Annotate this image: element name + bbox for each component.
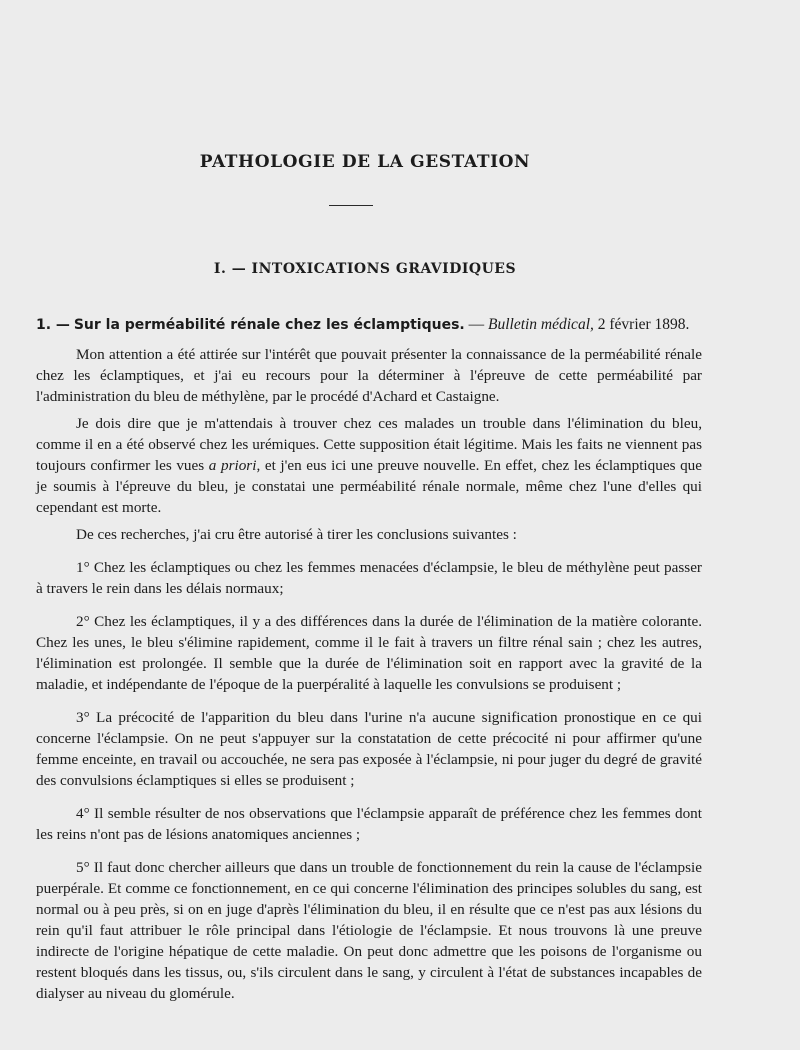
paragraph-expectation-part-a: Je dois dire que je m'attendais à trouver chez ces malades un trouble dans l'élimination du bleu, comme il en a été observé chez les urémiques. Cette supposition était légitime. Mais les faits ne viennent pas toujours confirmer les vues [36, 415, 702, 474]
conclusion-1: 1° Chez les éclamptiques ou chez les femmes menacées d'éclampsie, le bleu de méthylène peut passer à travers le rein dans les délais normaux; [36, 559, 702, 597]
entry-source: Bulletin médical, [487, 316, 594, 333]
paragraph-expectation-emphasis: a priori [208, 457, 257, 474]
paragraph-expectation [36, 413, 702, 518]
entry-date: 2 février 1898. [593, 316, 690, 333]
conclusion-2: 2° Chez les éclamptiques, il y a des différences dans la durée de l'élimination de la matière colorante. Chez les unes, le bleu s'élimine rapidement, comme il le fait à travers un filtre rénal sain ; chez les autres, l'élimination est prolongée. Il semble que la durée de l'élimination soit en rapport avec la gravité de la maladie, et indépendante de l'époque de la puerpéralité à laquelle les convulsions se produisent ; [36, 613, 702, 693]
section-heading: I. — INTOXICATIONS GRAVIDIQUES [213, 261, 517, 277]
conclusion-4: 4° Il semble résulter de nos observations que l'éclampsie apparaît de préférence chez les femmes dont les reins n'ont pas de lésions anatomiques anciennes ; [36, 805, 702, 843]
entry-title: Sur la perméabilité rénale chez les éclamptiques. [73, 317, 465, 333]
conclusion-5: 5° Il faut donc chercher ailleurs que dans un trouble de fonctionnement du rein la cause de l'éclampsie puerpérale. Et comme ce fonctionnement, en ce qui concerne l'élimination des principes solubles du sang, est normal ou à peu près, si on en juge d'après l'élimination du bleu, il en résulte que ce n'est pas aux lésions du rein qu'il faut attribuer le rôle principal dans l'étiologie de l'éclampsie. Et nous trouvons là une preuve indirecte de l'origine hépatique de cette maladie. On peut donc admettre que les poisons de l'organisme ou restent bloqués dans les tissus, ou, s'ils circulent dans le sang, y circulent à l'état de substances incapables de dialyser au niveau du glomérule. [36, 859, 702, 1002]
entry-dash: — [464, 316, 488, 333]
paragraph-conclusions-intro: De ces recherches, j'ai cru être autorisé à tirer les conclusions suivantes : [76, 526, 517, 543]
entry-number: 1. — [36, 317, 70, 333]
conclusion-3: 3° La précocité de l'apparition du bleu dans l'urine n'a aucune signification pronostique en ce qui concerne l'éclampsie. On ne peut s'appuyer sur la constatation de cette précocité ni pour affirmer qu'une femme enceinte, en travail ou accouchée, ne sera pas exposée à l'éclampsie, ni pour juger du degré de gravité des convulsions éclamptiques si elles se produisent ; [36, 709, 702, 789]
body-text [36, 344, 702, 1010]
entry-heading [36, 316, 716, 334]
paragraph-expectation-part-b: , et j'en eus ici une preuve nouvelle. En effet, chez les éclamptiques que je soumis à l'épreuve du bleu, je constatai une perméabilité rénale normale, même chez l'une d'elles qui cependant est morte. [36, 457, 703, 516]
paragraph-intro: Mon attention a été attirée sur l'intérêt que pouvait présenter la connaissance de la perméabilité rénale chez les éclamptiques, et j'ai eu recours pour la déterminer à l'épreuve de cette perméabilité par l'administration du bleu de méthylène, par le procédé d'Achard et Castaigne. [36, 346, 702, 405]
title-divider [329, 205, 373, 206]
page-title: PATHOLOGIE DE LA GESTATION [199, 152, 531, 172]
